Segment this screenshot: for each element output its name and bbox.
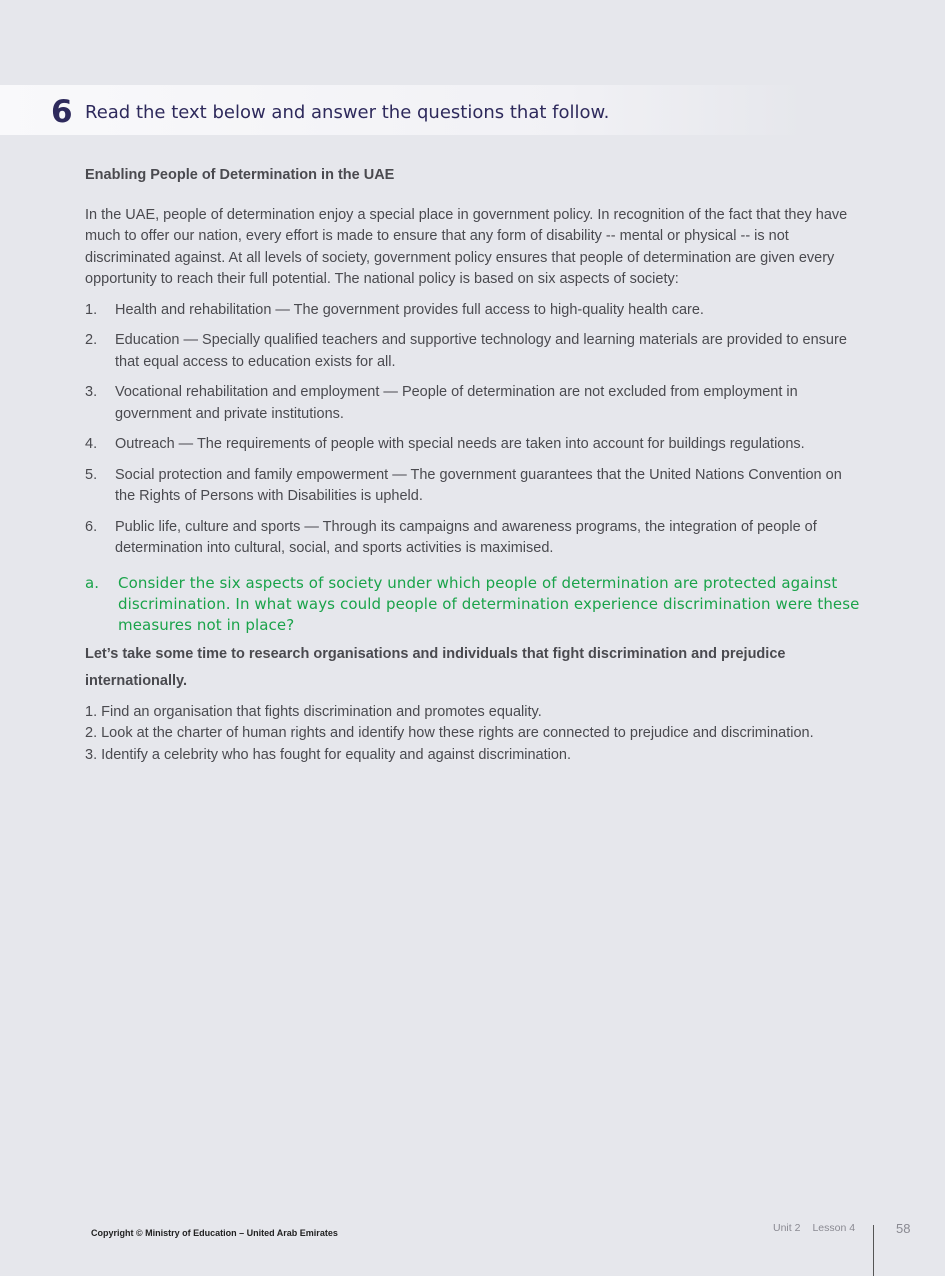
article	[85, 165, 860, 766]
lesson-label: Lesson 4	[812, 1222, 856, 1234]
list-item-text: Public life, culture and sports — Through its campaigns and awareness programs, the integration of people of determination into cultural, social, and sports activities is maximised.	[115, 518, 817, 556]
list-item-text: Social protection and family empowerment — The government guarantees that the United Nations Convention on the Rights of Persons with Disabilities is upheld.	[115, 466, 842, 504]
list-item-number: 1.	[85, 301, 98, 318]
list-item-text: Health and rehabilitation — The government provides full access to high-quality health care.	[115, 301, 704, 318]
list-item	[85, 465, 860, 508]
unit-lesson-label	[773, 1222, 855, 1234]
article-intro: In the UAE, people of determination enjoy a special place in government policy. In recognition of the fact that they have much to offer our nation, every effort is made to ensure that any form of disability -- mental or physical -- is not discriminated against. At all levels of society, government policy ensures that people of determination are given every opportunity to reach their full potential. The national policy is based on six aspects of society:	[85, 206, 848, 287]
list-item	[85, 517, 860, 560]
task-item: 2. Look at the charter of human rights and identify how these rights are connected to prejudice and discrimination.	[85, 725, 814, 741]
footer-divider	[873, 1225, 874, 1276]
list-item-text: Outreach — The requirements of people with special needs are taken into account for buildings regulations.	[115, 436, 805, 452]
question-instruction: Read the text below and answer the questions that follow.	[85, 102, 610, 123]
question-label: a.	[85, 573, 100, 592]
list-item-number: 6.	[85, 518, 98, 535]
page-number: 58	[896, 1221, 911, 1236]
list-item-text: Vocational rehabilitation and employment — People of determination are not excluded from employment in government and private institutions.	[115, 384, 798, 422]
unit-label: Unit 2	[773, 1222, 801, 1234]
question-number: 6	[51, 94, 73, 130]
article-title: Enabling People of Determination in the UAE	[85, 167, 395, 183]
list-item-number: 5.	[85, 466, 98, 483]
list-item	[85, 434, 860, 456]
list-item	[85, 382, 860, 425]
copyright-notice: Copyright © Ministry of Education – United Arab Emirates	[91, 1228, 338, 1238]
list-item-number: 3.	[85, 384, 98, 400]
research-tasks	[85, 702, 860, 767]
list-item-number: 2.	[85, 332, 98, 348]
list-item-text: Education — Specially qualified teachers and supportive technology and learning materials are provided to ensure that equal access to education exists for all.	[115, 332, 847, 370]
aspects-list	[85, 300, 860, 560]
task-item: 3. Identify a celebrity who has fought for equality and against discrimination.	[85, 746, 572, 763]
question-text: Consider the six aspects of society under which people of determination are protected against discrimination. In what ways could people of determination experience discrimination were these measures not in place?	[118, 573, 860, 634]
question-a	[85, 573, 860, 636]
task-item: 1. Find an organisation that fights discrimination and promotes equality.	[85, 703, 542, 720]
list-item	[85, 330, 860, 373]
list-item-number: 4.	[85, 436, 98, 452]
research-heading: Let’s take some time to research organisations and individuals that fight discrimination and prejudice internationally.	[85, 645, 786, 689]
list-item	[85, 300, 860, 322]
